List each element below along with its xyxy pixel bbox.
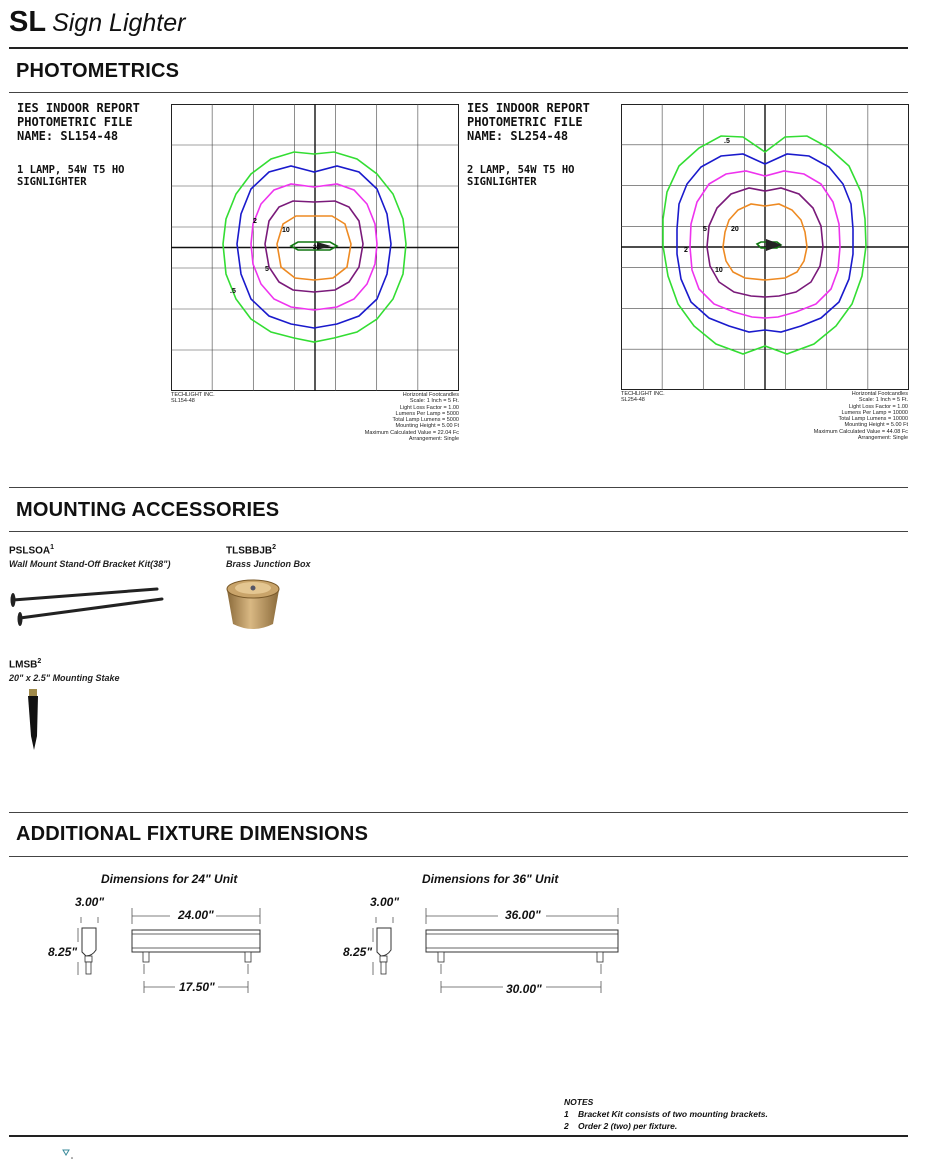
bracket-kit-image [7,586,167,630]
footer-line: Maximum Calculated Value = 44.08 Fc [813,428,908,435]
section-title-dimensions: ADDITIONAL FIXTURE DIMENSIONS [16,823,369,845]
mounting-divider [9,531,908,532]
contour-label: 10 [282,227,290,234]
report-2-line: NAME: SL254-48 [467,129,569,143]
brand-title [9,6,186,39]
note-text: Bracket Kit consists of two mounting brackets. [578,1109,768,1119]
note-item [564,1108,768,1120]
dimensions-top-divider [9,812,908,813]
contour-label: 20 [731,226,739,233]
accessory-footnote: 2 [272,544,277,551]
contour-label: 10 [715,267,723,274]
fixture-arrow [766,239,782,251]
footer-line: Total Lamp Lumens = 5000 [392,417,459,424]
accessory-footnote: 1 [50,544,55,551]
report-1-lamp [17,164,124,188]
report-1-line: NAME: SL154-48 [17,129,119,143]
accessory-footnote: 2 [37,658,42,665]
junction-box-image [223,572,283,634]
footer-line: Lumens Per Lamp = 5000 [395,410,459,417]
bracket-span-label: 30.00" [506,982,542,996]
chart-2-footer-right [814,391,908,441]
footer-line: SL254-48 [621,397,645,404]
mounting-stake-image [25,688,45,752]
header-divider [9,47,908,49]
footer-line: Mounting Height = 5.00 Ft [844,422,908,429]
report-1-line: PHOTOMETRIC FILE [17,115,133,129]
lamp-line: SIGNLIGHTER [467,176,537,188]
accessory-desc: 20" x 2.5" Mounting Stake [9,673,120,683]
photometric-chart-1 [171,104,459,391]
note-item [564,1120,768,1132]
side-width-label: 3.00" [75,895,105,909]
photometric-chart-2 [621,104,909,390]
contour-label: .5 [724,138,730,145]
footer-line: Maximum Calculated Value = 22.04 Fc [364,429,459,436]
chart-2-footer-left [621,391,665,404]
notes-title: NOTES [564,1097,594,1107]
section-title-mounting: MOUNTING ACCESSORIES [16,499,280,521]
contour-label: 5 [265,266,269,273]
accessory-code-text: TLSBBJB [226,545,273,557]
report-1-header [17,101,140,143]
accessory-code [9,544,54,556]
footer-line: Scale: 1 Inch = 5 Ft. [858,397,908,404]
contour-label: 2 [684,247,688,254]
accessory-code-text: PSLSOA [9,545,51,557]
report-2-lamp [467,164,574,188]
footer-line: Arrangement: Single [857,435,908,442]
footer-line: Horizontal Footcandles [402,392,459,398]
note-text: Order 2 (two) per fixture. [578,1121,678,1131]
footer-mark-icon [62,1148,74,1160]
contour-label: 5 [703,226,707,233]
dimension-title: Dimensions for 36" Unit [422,872,559,886]
footer-line: Light Loss Factor = 1.00 [399,404,459,411]
footer-divider [9,1135,908,1137]
brand-code: SL [9,6,47,38]
dimension-title: Dimensions for 24" Unit [101,872,238,886]
section-title-photometrics: PHOTOMETRICS [16,60,180,82]
footer-line: TECHLIGHT INC. [621,391,665,397]
chart-1-footer-left [171,392,215,405]
accessory-desc: Brass Junction Box [226,559,311,569]
height-label: 8.25" [48,945,78,959]
mounting-top-divider [9,487,908,488]
accessory-code [226,544,276,556]
brand-name: Sign Lighter [52,9,186,37]
contour-label: .5 [230,288,236,295]
chart-1-footer-right [365,392,459,442]
accessory-desc: Wall Mount Stand-Off Bracket Kit(38") [9,559,171,569]
note-number: 2 [564,1121,569,1131]
notes-block [564,1096,768,1132]
bracket-span-label: 17.50" [179,980,215,994]
lamp-line: SIGNLIGHTER [17,176,87,188]
footer-line: Mounting Height = 5.00 Ft [395,423,459,430]
report-2-line: IES INDOOR REPORT [467,101,590,115]
side-width-label: 3.00" [370,895,400,909]
footer-line: SL154-48 [171,398,195,405]
note-number: 1 [564,1109,569,1119]
accessory-code-text: LMSB [9,659,38,671]
contour-label: 20 [313,245,320,251]
contour-label: 2 [253,218,257,225]
lamp-line: 2 LAMP, 54W T5 HO [467,164,575,176]
lamp-line: 1 LAMP, 54W T5 HO [17,164,125,176]
footer-line: Horizontal Footcandles [851,391,908,397]
footer-line: Arrangement: Single [408,436,459,443]
report-1-line: IES INDOOR REPORT [17,101,140,115]
dimensions-divider [9,856,908,857]
report-2-line: PHOTOMETRIC FILE [467,115,583,129]
report-2-header [467,101,590,143]
length-label: 36.00" [505,908,541,922]
footer-line: TECHLIGHT INC. [171,392,215,398]
footer-line: Scale: 1 Inch = 5 Ft. [409,398,459,405]
height-label: 8.25" [343,945,373,959]
photometrics-divider [9,92,908,93]
footer-line: Total Lamp Lumens = 10000 [838,416,908,423]
footer-line: Light Loss Factor = 1.00 [848,403,908,410]
accessory-code [9,658,41,670]
length-label: 24.00" [178,908,214,922]
footer-line: Lumens Per Lamp = 10000 [841,409,908,416]
